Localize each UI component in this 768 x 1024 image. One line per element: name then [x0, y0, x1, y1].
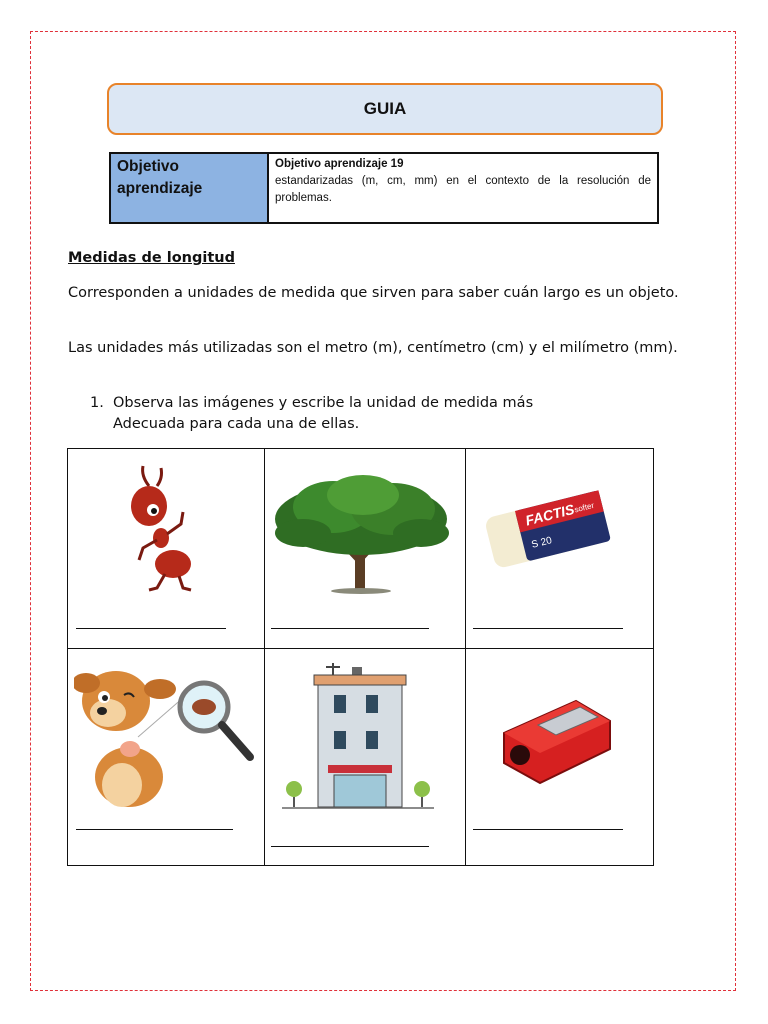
exercise-number: 1.	[90, 395, 104, 411]
objective-content	[269, 154, 657, 222]
objective-label: Objetivo aprendizaje	[111, 154, 269, 222]
eraser-sub: softer	[573, 500, 596, 515]
sharpener-image	[498, 683, 614, 797]
grid-divider	[264, 449, 265, 865]
image-grid	[67, 448, 654, 866]
paragraph-definition: Corresponden a unidades de medida que sirven para saber cuán largo es un objeto.	[68, 285, 679, 301]
section-title: Medidas de longitud	[68, 250, 235, 266]
exercise-line-1: Observa las imágenes y escribe la unidad de medida más	[113, 395, 534, 411]
ant-image	[103, 464, 223, 598]
answer-line[interactable]	[473, 829, 623, 830]
building-image	[278, 661, 438, 815]
answer-line[interactable]	[76, 628, 226, 629]
answer-line[interactable]	[271, 628, 429, 629]
page-title: GUIA	[363, 99, 407, 118]
answer-line[interactable]	[271, 846, 429, 847]
eraser-brand: FACTIS	[523, 500, 576, 529]
answer-line[interactable]	[473, 628, 623, 629]
objective-heading: Objetivo aprendizaje 19	[275, 158, 404, 170]
title-box	[107, 83, 663, 135]
tree-image	[273, 473, 451, 602]
exercise-line-2: Adecuada para cada una de ellas.	[113, 416, 360, 432]
grid-divider	[465, 449, 466, 865]
eraser-model: S 20	[530, 535, 554, 551]
dog-magnifier-image	[74, 667, 256, 816]
eraser-image	[480, 484, 612, 576]
grid-divider	[68, 648, 653, 649]
objective-text: estandarizadas (m, cm, mm) en el contexto de la resolución de problemas.	[275, 175, 651, 204]
paragraph-units: Las unidades más utilizadas son el metro (m), centímetro (cm) y el milímetro (mm).	[68, 340, 678, 356]
objective-table	[109, 152, 659, 224]
exercise-item	[90, 393, 533, 435]
answer-line[interactable]	[76, 829, 233, 830]
